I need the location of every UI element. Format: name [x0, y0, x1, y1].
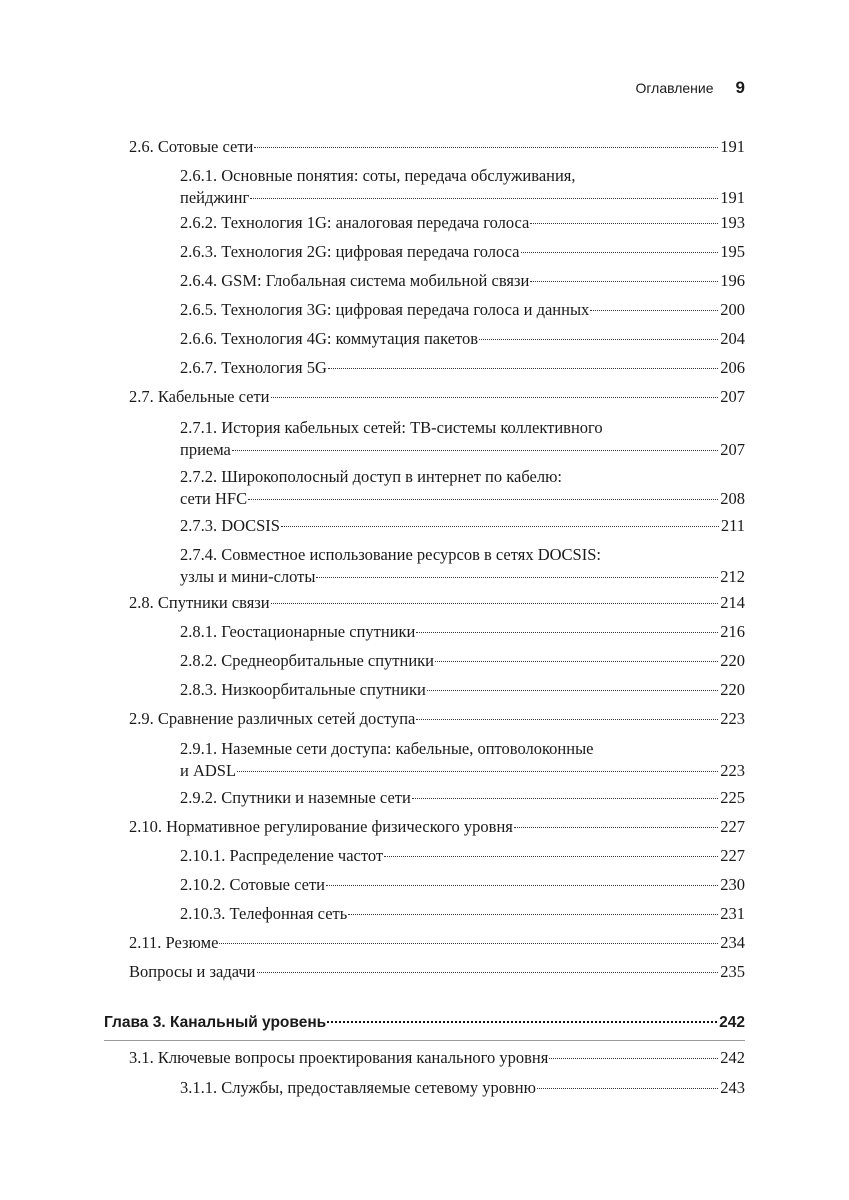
toc-entry-page-number: 230 [720, 875, 745, 894]
toc-entry [180, 650, 745, 672]
toc-entry [180, 738, 745, 782]
dot-leader [254, 147, 718, 148]
dot-leader [327, 1021, 717, 1023]
toc-entry [129, 708, 745, 730]
toc-entry-title: 2.7. Кабельные сети [129, 387, 270, 406]
toc-entry [129, 1047, 745, 1069]
toc-entry-title: 2.6.5. Технология 3G: цифровая передача голоса и данных [180, 300, 590, 319]
toc-entry-title: 2.9. Сравнение различных сетей доступа [129, 709, 416, 728]
toc-entry-title: Глава 3. Канальный уровень [104, 1014, 327, 1031]
dot-leader [316, 577, 718, 578]
toc-entry [180, 212, 745, 234]
toc-entry [180, 241, 745, 263]
toc-entry-title-line: 2.7.4. Совместное использование ресурсов в сетях DOCSIS: [180, 545, 601, 564]
toc-entry-title: сети HFC [180, 489, 248, 508]
toc-entry [180, 270, 745, 292]
toc-entry-page-number: 231 [720, 904, 745, 923]
toc-entry-page-number: 207 [720, 440, 745, 459]
dot-leader [326, 885, 718, 886]
toc-entry-page-number: 242 [719, 1014, 745, 1031]
toc-chapter-entry [104, 1012, 745, 1034]
dot-leader [384, 856, 718, 857]
toc-entry-page-number: 225 [720, 788, 745, 807]
toc-entry-title: 2.6.3. Технология 2G: цифровая передача голоса [180, 242, 520, 261]
dot-leader [416, 719, 718, 720]
toc-entry-title: 2.8.1. Геостационарные спутники [180, 622, 416, 641]
toc-entry [180, 466, 745, 510]
toc-entry-title: 2.6.6. Технология 4G: коммутация пакетов [180, 329, 479, 348]
toc-entry [129, 961, 745, 983]
dot-leader [328, 368, 718, 369]
toc-entry-title: 2.7.3. DOCSIS [180, 516, 280, 535]
toc-entry-title: 2.10. Нормативное регулирование физического уровня [129, 817, 513, 836]
toc-entry-title: узлы и мини-слоты [180, 567, 316, 586]
toc-entry-page-number: 242 [720, 1048, 745, 1067]
dot-leader [250, 198, 718, 199]
running-head-title: Оглавление [635, 80, 714, 96]
dot-leader [257, 972, 719, 973]
dot-leader [237, 771, 718, 772]
dot-leader [248, 499, 718, 500]
dot-leader [590, 310, 718, 311]
toc-entry-title: 2.6. Сотовые сети [129, 137, 254, 156]
toc-entry-title: и ADSL [180, 761, 237, 780]
dot-leader [479, 339, 718, 340]
toc-entry [129, 932, 745, 954]
toc-entry-title: пейджинг [180, 188, 250, 207]
toc-entry-page-number: 206 [720, 358, 745, 377]
toc-entry-title-line: 2.7.2. Широкополосный доступ в интернет по кабелю: [180, 467, 562, 486]
toc-entry-title: 3.1. Ключевые вопросы проектирования канального уровня [129, 1048, 549, 1067]
toc-entry-page-number: 200 [720, 300, 745, 319]
toc-entry-page-number: 243 [720, 1078, 745, 1097]
toc-entry-title: 2.10.2. Сотовые сети [180, 875, 325, 894]
toc-entry-title: Вопросы и задачи [129, 962, 256, 981]
toc-entry [180, 515, 745, 537]
toc-entry [180, 299, 745, 321]
dot-leader [530, 281, 718, 282]
toc-entry-page-number: 191 [720, 137, 745, 156]
dot-leader [281, 526, 719, 527]
dot-leader [537, 1088, 718, 1089]
toc-entry [129, 386, 745, 408]
dot-leader [412, 798, 718, 799]
toc-entry [180, 544, 745, 588]
toc-entry-title-line: 2.6.1. Основные понятия: соты, передача обслуживания, [180, 166, 576, 185]
toc-entry-page-number: 227 [720, 817, 745, 836]
dot-leader [348, 914, 718, 915]
dot-leader [435, 661, 718, 662]
toc-entry [180, 787, 745, 809]
toc-entry [180, 1077, 745, 1099]
toc-entry-page-number: 208 [720, 489, 745, 508]
toc-entry-title: приема [180, 440, 231, 459]
toc-entry [129, 136, 745, 158]
toc-entry-page-number: 204 [720, 329, 745, 348]
toc-entry-page-number: 196 [720, 271, 745, 290]
dot-leader [549, 1058, 718, 1059]
toc-entry-page-number: 191 [720, 188, 745, 207]
toc-entry [180, 165, 745, 209]
toc-entry-title-line: 2.7.1. История кабельных сетей: ТВ-системы коллективного [180, 418, 603, 437]
toc-entry [180, 903, 745, 925]
toc-entry-title: 2.6.4. GSM: Глобальная система мобильной связи [180, 271, 530, 290]
toc-entry-title: 2.8. Спутники связи [129, 593, 270, 612]
toc-entry-title: 2.11. Резюме [129, 933, 219, 952]
chapter-divider [104, 1040, 745, 1041]
toc-entry [129, 816, 745, 838]
toc-entry [180, 357, 745, 379]
dot-leader [530, 223, 718, 224]
toc-entry-title: 2.8.3. Низкоорбитальные спутники [180, 680, 426, 699]
toc-entry-page-number: 235 [720, 962, 745, 981]
toc-entry-page-number: 212 [720, 567, 745, 586]
toc-entry [180, 874, 745, 896]
dot-leader [427, 690, 718, 691]
toc-entry-page-number: 216 [720, 622, 745, 641]
dot-leader [271, 397, 719, 398]
toc-entry [180, 679, 745, 701]
toc-entry-title: 2.9.2. Спутники и наземные сети [180, 788, 411, 807]
dot-leader [219, 943, 718, 944]
toc-entry-page-number: 223 [720, 709, 745, 728]
toc-entry-title: 2.8.2. Среднеорбитальные спутники [180, 651, 435, 670]
toc-entry-page-number: 211 [720, 516, 745, 535]
toc-entry-title: 2.6.7. Технология 5G [180, 358, 327, 377]
toc-entry-page-number: 195 [720, 242, 745, 261]
toc-entry [180, 845, 745, 867]
toc-entry-page-number: 227 [720, 846, 745, 865]
toc-entry-title: 2.6.2. Технология 1G: аналоговая передача голоса [180, 213, 530, 232]
toc-entry-title-line: 2.9.1. Наземные сети доступа: кабельные, оптоволоконные [180, 739, 594, 758]
toc-entry [129, 592, 745, 614]
dot-leader [514, 827, 718, 828]
dot-leader [521, 252, 719, 253]
toc-entry-page-number: 223 [720, 761, 745, 780]
toc-entry-page-number: 207 [720, 387, 745, 406]
toc-entry-page-number: 193 [720, 213, 745, 232]
toc-entry-title: 3.1.1. Службы, предоставляемые сетевому уровню [180, 1078, 536, 1097]
dot-leader [271, 603, 719, 604]
running-head-page-number: 9 [735, 78, 745, 97]
dot-leader [416, 632, 718, 633]
toc-entry-page-number: 220 [720, 651, 745, 670]
toc-entry [180, 621, 745, 643]
toc-entry-page-number: 220 [720, 680, 745, 699]
dot-leader [232, 450, 718, 451]
toc-entry [180, 417, 745, 461]
toc-entry-page-number: 214 [720, 593, 745, 612]
toc-entry [180, 328, 745, 350]
toc-entry-page-number: 234 [720, 933, 745, 952]
toc-entry-title: 2.10.1. Распределение частот [180, 846, 384, 865]
toc-entry-title: 2.10.3. Телефонная сеть [180, 904, 348, 923]
